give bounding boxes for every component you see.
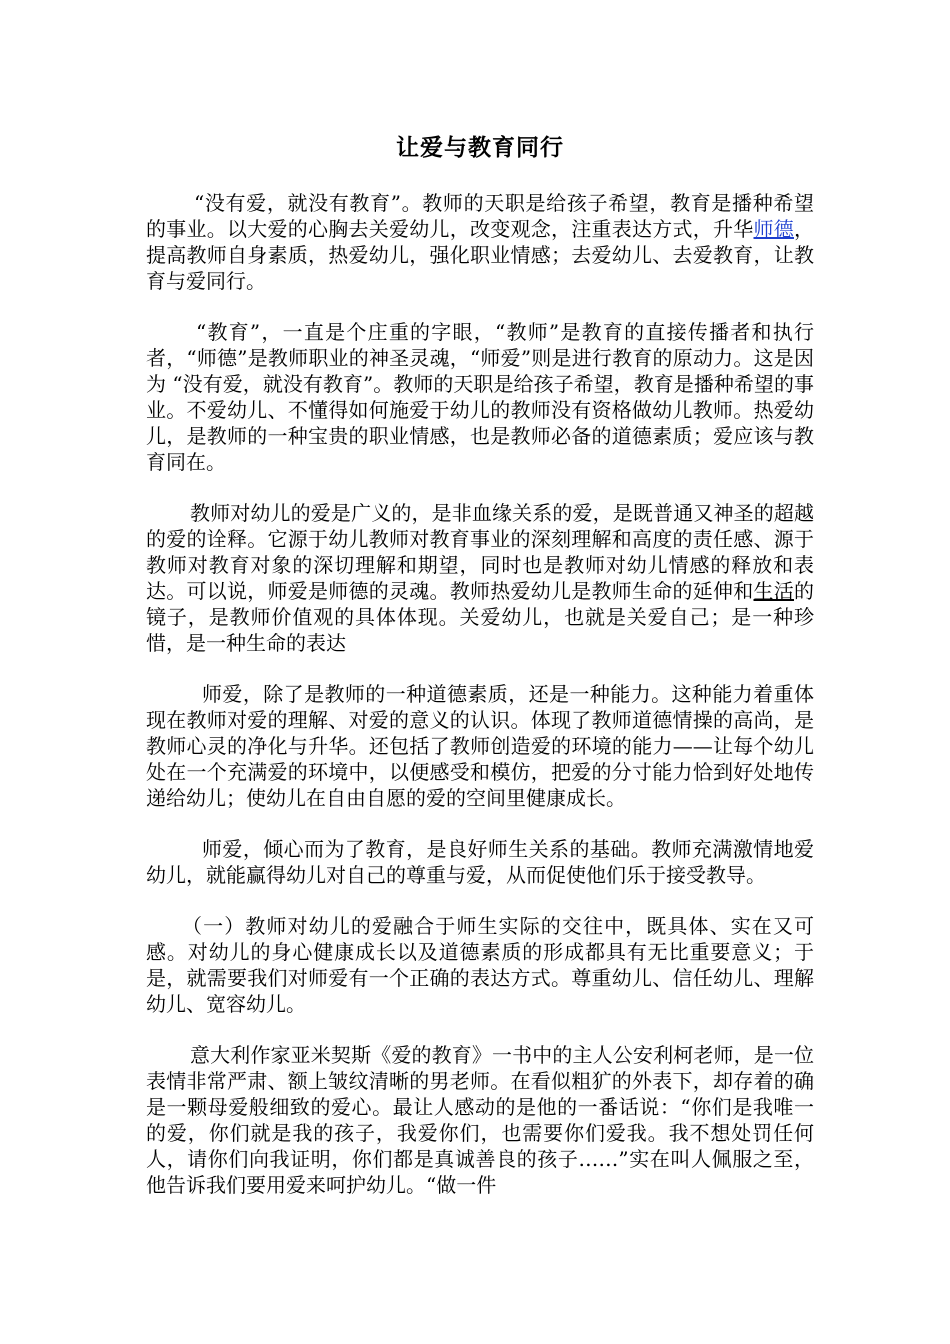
paragraph-5: 师爱，倾心而为了教育，是良好师生关系的基础。教师充满激情地爱幼儿，就能赢得幼儿对自己的尊重与爱，从而促使他们乐于接受教导。	[146, 837, 814, 887]
paragraph-1-text-after: ，提高教师自身素质，热爱幼儿，强化职业情感；去爱幼儿、去爱教育，让教育与爱同行。	[146, 217, 814, 293]
paragraph-3-text-after: 的镜子，是教师价值观的具体体现。关爱幼儿，也就是关爱自己；是一种珍惜，是一种生命的表达	[146, 579, 814, 655]
paragraph-2: “教育”，一直是个庄重的字眼，“教师”是教育的直接传播者和执行者，“师德”是教师职业的神圣灵魂，“师爱”则是进行教育的原动力。这是因为 “没有爱，就没有教育”。教师的天职是给孩子希望，教育是播种希望的事业。不爱幼儿、不懂得如何施爱于幼儿的教师没有资格做幼儿教师。热爱幼儿，是教师的一种宝贵的职业情感，也是教师必备的道德素质；爱应该与教育同在。	[146, 320, 814, 474]
paragraph-1	[146, 190, 814, 294]
paragraph-3-text-before: 教师对幼儿的爱是广义的，是非血缘关系的爱，是既普通又神圣的超越的爱的诠释。它源于幼儿教师对教育事业的深刻理解和高度的责任感、源于教师对教育对象的深切理解和期望，同时也是教师对幼儿情感的释放和表达。可以说，师爱是师德的灵魂。教师热爱幼儿是教师生命的延伸和	[146, 501, 814, 603]
shenghuo-link[interactable]: 生活	[753, 579, 794, 603]
paragraph-1-text-before: “没有爱，就没有教育”。教师的天职是给孩子希望，教育是播种希望的事业。以大爱的心胸去关爱幼儿，改变观念，注重表达方式，升华	[146, 191, 814, 241]
document-page	[146, 128, 814, 1223]
paragraph-4: 师爱，除了是教师的一种道德素质，还是一种能力。这种能力着重体现在教师对爱的理解、对爱的意义的认识。体现了教师道德情操的高尚，是教师心灵的净化与升华。还包括了教师创造爱的环境的能力——让每个幼儿处在一个充满爱的环境中，以便感受和模仿，把爱的分寸能力恰到好处地传递给幼儿；使幼儿在自由自愿的爱的空间里健康成长。	[146, 682, 814, 810]
shide-link[interactable]: 师德	[753, 217, 794, 241]
paragraph-6: （一）教师对幼儿的爱融合于师生实际的交往中，既具体、实在又可感。对幼儿的身心健康成长以及道德素质的形成都具有无比重要意义；于是，就需要我们对师爱有一个正确的表达方式。尊重幼儿、信任幼儿、理解幼儿、宽容幼儿。	[146, 914, 814, 1016]
document-title: 让爱与教育同行	[396, 135, 564, 161]
paragraph-7: 意大利作家亚米契斯《爱的教育》一书中的主人公安利柯老师，是一位表情非常严肃、额上皱纹清晰的男老师。在看似粗犷的外表下，却存着的确是一颗母爱般细致的爱心。最让人感动的是他的一番话说：“你们是我唯一的爱，你们就是我的孩子，我爱你们，也需要你们爱我。我不想处罚任何人，请你们向我证明，你们都是真诚善良的孩子……”实在叫人佩服之至，他告诉我们要用爱来呵护幼儿。“做一件	[146, 1043, 814, 1197]
paragraph-3	[146, 500, 814, 656]
